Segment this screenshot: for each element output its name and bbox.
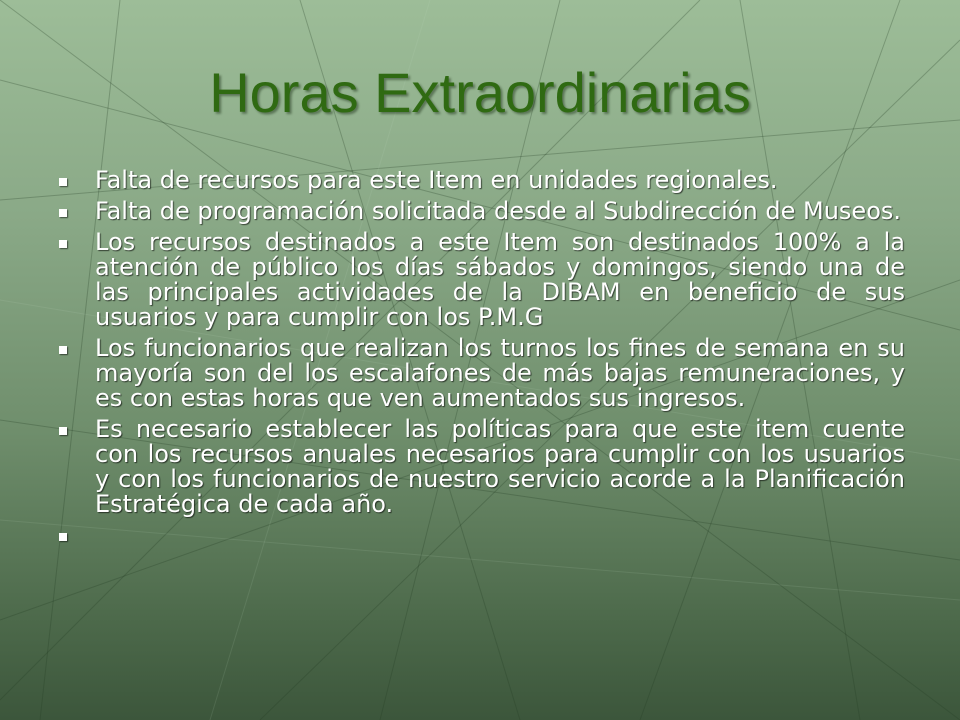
slide-title: Horas Extraordinarias	[209, 61, 751, 124]
bullet-text: Es necesario establecer las políticas para que este item cuente con los recursos anuales necesarios para cumplir con los usuarios y con los funcionarios de nuestro servicio acorde a la Planificación Estratégica de cada año.	[95, 415, 905, 518]
square-bullet-icon	[59, 533, 67, 541]
bullet-item-empty	[55, 523, 905, 548]
bullet-text: Falta de programación solicitada desde al Subdirección de Museos.	[95, 197, 902, 225]
bullet-item	[55, 336, 905, 411]
square-bullet-icon	[59, 178, 67, 186]
bullet-item	[55, 230, 905, 330]
bullet-text: Los recursos destinados a este Item son destinados 100% a la atención de público los días sábados y domingos, siendo una de las principales actividades de la DIBAM en beneficio de sus usuarios y para cumplir con los P.M.G	[95, 228, 905, 331]
bullet-text: Falta de recursos para este Item en unidades regionales.	[95, 166, 778, 194]
bullet-text	[95, 523, 905, 548]
square-bullet-icon	[59, 209, 67, 217]
bullet-item	[55, 199, 905, 224]
bullet-text: Los funcionarios que realizan los turnos los fines de semana en su mayoría son del los escalafones de más bajas remuneraciones, y es con estas horas que ven aumentados sus ingresos.	[95, 334, 905, 412]
square-bullet-icon	[59, 427, 67, 435]
bullet-item	[55, 168, 905, 193]
bullet-list	[55, 168, 905, 554]
bullet-item	[55, 417, 905, 517]
square-bullet-icon	[59, 346, 67, 354]
square-bullet-icon	[59, 240, 67, 248]
